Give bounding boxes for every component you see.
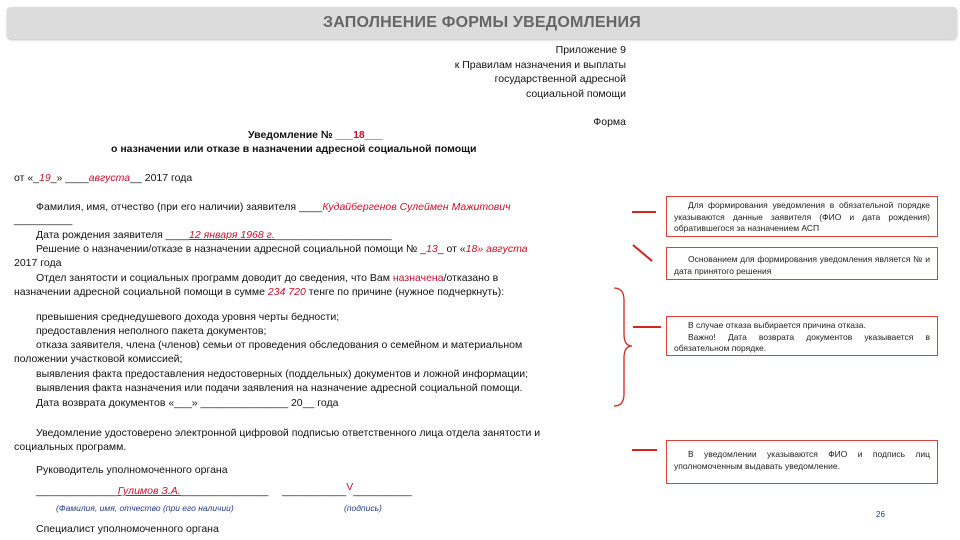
sign-blank: ___________	[282, 485, 347, 497]
decision-sep: »	[477, 243, 487, 255]
reason-2: предоставления неполного пакета документов;	[36, 325, 267, 337]
sign-line	[282, 481, 412, 498]
decision-text: Решение о назначении/отказе в назначении адресной социальной помощи № _	[36, 243, 427, 255]
note-decision-text: Основанием для формирования уведомления является № и дата принятого решения	[674, 254, 930, 276]
birth-label: Дата рождения заявителя ____	[36, 229, 190, 241]
head-tail: _______________	[180, 485, 269, 497]
amount-line	[14, 286, 504, 299]
head-name: Гулимов З.А.	[117, 485, 181, 497]
dept-text-1: Отдел занятости и социальных программ доводит до сведения, что Вам	[36, 272, 393, 284]
reason-3: отказа заявителя, члена (членов) семьи от проведения обследования о семейном и материальном	[36, 339, 523, 351]
note-refusal-important: Важно! Дата возврата документов указывается в обязательном порядке.	[674, 331, 930, 353]
amount-suffix: тенге по причине (нужное подчеркнуть):	[305, 286, 505, 298]
notice-date	[14, 172, 192, 185]
decision-number: 13	[426, 243, 438, 255]
dept-text-2: /отказано в	[443, 272, 499, 284]
head-label: Руководитель уполномоченного органа	[36, 464, 228, 476]
fio-value: Кудайбергенов Сулеймен Мажитович	[322, 201, 511, 213]
decision-line	[36, 243, 528, 256]
birth-value: 12 января 1968 г.	[189, 229, 275, 241]
page-title: ЗАПОЛНЕНИЕ ФОРМЫ УВЕДОМЛЕНИЯ	[323, 14, 641, 31]
decision-day: 18	[465, 243, 478, 255]
note-box-applicant	[666, 196, 938, 237]
decision-year: 2017 года	[14, 257, 62, 269]
note-box-signatures	[666, 440, 938, 484]
note-applicant-text: Для формирования уведомления в обязательной порядке указываются данные заявителя (ФИО и дата рождения) обратившегося за назначением АСП	[674, 200, 930, 233]
page-number: 26	[876, 510, 885, 519]
note-box-decision	[666, 247, 938, 280]
appendix-line-4: социальной помощи	[525, 88, 626, 100]
amount-prefix: назначении адресной социальной помощи в сумме	[14, 286, 268, 298]
arrow-signatures	[632, 449, 657, 451]
reason-5: выявления факта назначения или подачи заявления на назначение адресной социальной помощи.	[36, 382, 523, 394]
dept-assigned: назначена	[392, 272, 444, 284]
arrow-decision	[632, 244, 652, 262]
amount-value: 234 720	[267, 286, 306, 298]
appendix-line-3: государственной адресной	[494, 73, 626, 85]
certified-line-1: Уведомление удостоверено электронной цифровой подписью ответственного лица отдела занятости и	[36, 427, 541, 439]
head-name-line	[36, 485, 268, 498]
note-refusal-text: В случае отказа выбирается причина отказа.	[688, 320, 866, 330]
note-box-refusal	[666, 316, 938, 356]
fio-caption: (Фамилия, имя, отчество (при его наличии)	[56, 503, 234, 513]
notice-suffix: ___	[364, 129, 383, 141]
specialist-label: Специалист уполномоченного органа	[36, 523, 219, 535]
decision-mid: _ от «	[437, 243, 466, 255]
dept-line	[36, 272, 498, 285]
date-month: августа	[88, 172, 131, 184]
certified-line-2: социальных программ.	[14, 441, 127, 453]
reason-1: превышения среднедушевого дохода уровня черты бедности;	[36, 311, 340, 323]
note-signatures-text: В уведомлении указываются ФИО и подпись лиц уполномоченным выдавать уведомление.	[674, 449, 930, 471]
notice-title	[248, 129, 382, 142]
date-day: 19	[39, 172, 51, 184]
fio-label: Фамилия, имя, отчество (при его наличии) заявителя ____	[36, 201, 323, 213]
appendix-line-2: к Правилам назначения и выплаты	[454, 59, 626, 71]
form-label: Форма	[593, 116, 626, 128]
birth-line	[36, 229, 392, 242]
notice-subtitle: о назначении или отказе в назначении адресной социальной помощи	[111, 143, 477, 155]
reason-3-cont: положении участковой комиссией;	[14, 353, 183, 365]
notice-number: 18	[353, 129, 365, 141]
sign-caption: (подпись)	[344, 503, 382, 513]
date-mid: _» ____	[50, 172, 89, 184]
arrow-reasons	[633, 326, 661, 328]
decision-month: августа	[486, 243, 528, 255]
sign-mark: V	[346, 481, 354, 493]
fio-line	[36, 201, 511, 214]
sign-tail: __________	[353, 485, 412, 497]
reasons-brace	[612, 286, 634, 408]
date-prefix: от «_	[14, 172, 40, 184]
title-bar	[7, 7, 957, 39]
birth-tail: ____________________	[274, 229, 392, 241]
reason-4: выявления факта предоставления недостоверных (поддельных) документов и ложной информации;	[36, 368, 529, 380]
head-blank: ______________	[36, 485, 118, 497]
fio-tail: __________	[14, 214, 73, 226]
appendix-line-1: Приложение 9	[555, 44, 626, 56]
notice-prefix: Уведомление № ___	[248, 129, 354, 141]
return-date-line: Дата возврата документов «___» _______________ 20__ года	[36, 397, 339, 409]
date-suffix: __ 2017 года	[130, 172, 193, 184]
arrow-fio	[632, 211, 656, 213]
